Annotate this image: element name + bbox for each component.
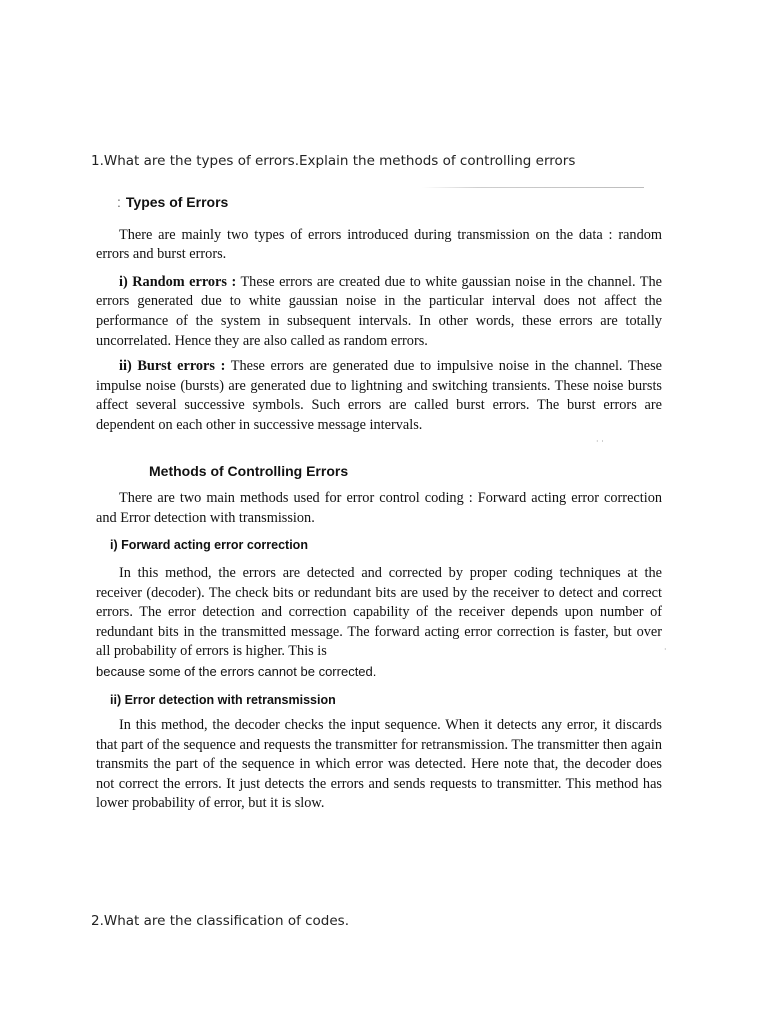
methods-intro-paragraph: There are two main methods used for error control coding : Forward acting error correction and Error detection with transmission. [96, 490, 662, 526]
scan-speck: · [664, 645, 667, 654]
burst-errors-label: ii) Burst errors : [119, 358, 226, 375]
heading-marker: : [117, 194, 121, 210]
random-errors-paragraph [96, 273, 662, 351]
question-1: 1.What are the types of errors.Explain the methods of controlling errors [91, 153, 576, 169]
scanned-excerpt [96, 186, 662, 814]
random-errors-label: i) Random errors : [119, 273, 237, 290]
types-intro-paragraph: There are mainly two types of errors introduced during transmission on the data : random errors and burst errors. [96, 226, 662, 263]
question-2: 2.What are the classification of codes. [91, 913, 350, 929]
methods-heading: Methods of Controlling Errors [149, 462, 349, 479]
burst-errors-paragraph [96, 357, 662, 435]
types-of-errors-heading [117, 193, 662, 213]
burst-errors-text: These errors are generated due to impulsive noise in the channel. These impulse noise (bursts) are generated due to lightning and switching transients. These noise bursts affect several successive symbols. Such errors are called burst errors. The burst errors are dependent on each other in successive message intervals. [96, 358, 662, 433]
fec-heading: i) Forward acting error correction [110, 538, 308, 553]
fec-paragraph-tail: because some of the errors cannot be corrected. [96, 663, 377, 679]
types-of-errors-title: Types of Errors [125, 194, 229, 210]
fec-paragraph: In this method, the errors are detected and corrected by proper coding techniques at the receiver (decoder). The check bits or redundant bits are used by the receiver to detect and correct errors. The error detection and correction capability of the receiver depends upon number of redundant bits in the transmitted message. The forward acting error correction is faster, but over all probability of errors is higher. This is [96, 564, 662, 660]
random-errors-text: These errors are created due to white gaussian noise in the channel. The errors generated due to white gaussian noise in the particular interval does not affect the performance of the system in subsequent intervals. In other words, these errors are totally uncorrelated. Hence they are also called as random errors. [96, 273, 662, 349]
edr-heading: ii) Error detection with retransmission [110, 693, 336, 708]
edr-paragraph: In this method, the decoder checks the input sequence. When it detects any error, it discards that part of the sequence and requests the transmitter for retransmission. The transmitter then again transmits the part of the sequence in which error was detected. Here note that, the decoder does not correct the errors. It just detects the errors and sends requests to transmitter. This method has lower probability of error, but it is slow. [96, 717, 662, 812]
scan-speck: · · [596, 437, 604, 446]
